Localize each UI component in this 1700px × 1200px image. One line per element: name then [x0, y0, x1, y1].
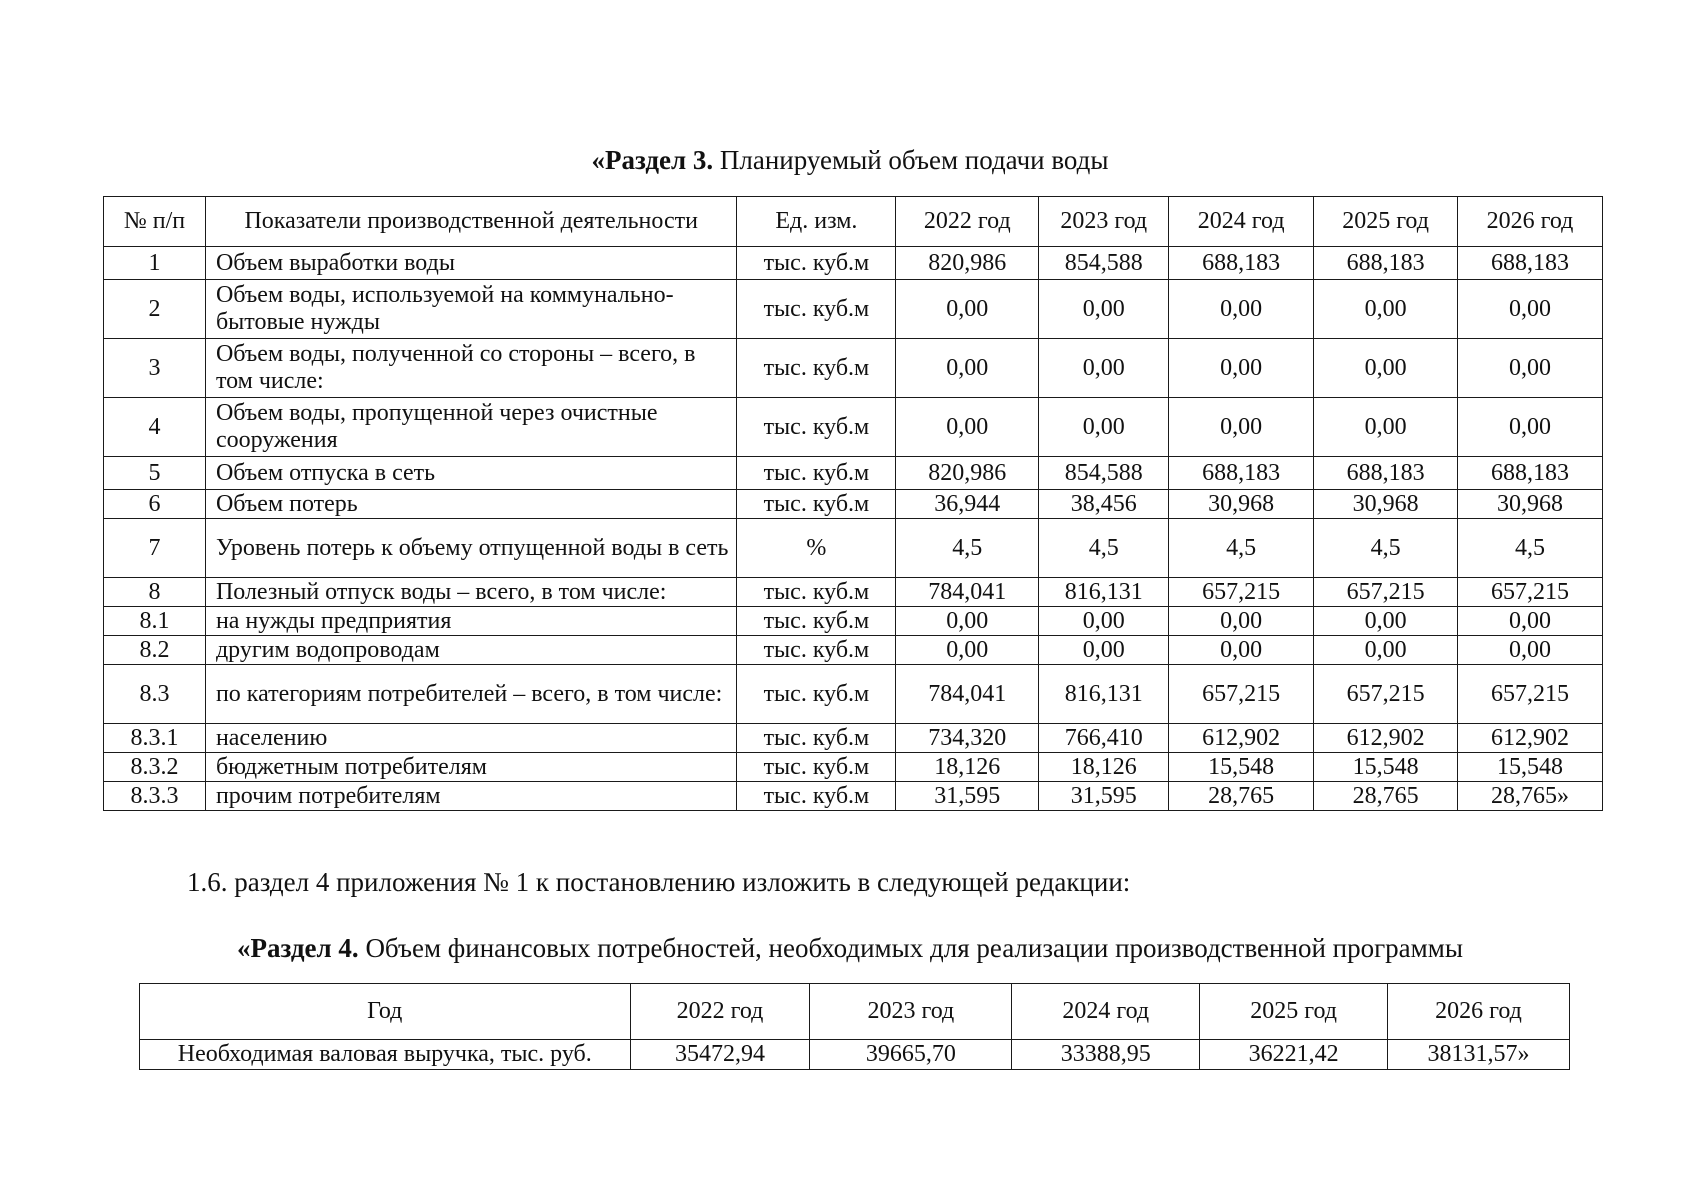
value-cell: 820,986: [896, 457, 1039, 490]
value-cell: 854,588: [1039, 457, 1169, 490]
value-cell: 766,410: [1039, 724, 1169, 753]
value-cell: 31,595: [896, 782, 1039, 811]
value-cell: 854,588: [1039, 247, 1169, 280]
section4-title: [0, 930, 1700, 966]
value-cell: 0,00: [1169, 607, 1314, 636]
header-cell: 2022 год: [630, 984, 810, 1040]
value-cell: 612,902: [1458, 724, 1603, 753]
table-row: [104, 280, 1603, 339]
value-cell: 657,215: [1458, 578, 1603, 607]
unit-cell: тыс. куб.м: [737, 398, 896, 457]
value-cell: 0,00: [1169, 398, 1314, 457]
financial-needs-table: [139, 983, 1570, 1070]
value-cell: 688,183: [1169, 247, 1314, 280]
value-cell: 36221,42: [1200, 1040, 1388, 1070]
indicator-name: на нужды предприятия: [205, 607, 737, 636]
value-cell: 688,183: [1169, 457, 1314, 490]
indicator-name: Уровень потерь к объему отпущенной воды в сеть: [205, 519, 737, 578]
value-cell: 28,765: [1169, 782, 1314, 811]
value-cell: 30,968: [1314, 490, 1458, 519]
value-cell: 657,215: [1458, 665, 1603, 724]
value-cell: 688,183: [1314, 457, 1458, 490]
table-header-row: [104, 197, 1603, 247]
table-row: [104, 339, 1603, 398]
section4-title-bold: «Раздел 4.: [237, 933, 359, 963]
value-cell: 0,00: [896, 280, 1039, 339]
value-cell: 4,5: [1458, 519, 1603, 578]
unit-cell: тыс. куб.м: [737, 280, 896, 339]
section3-title-bold: «Раздел 3.: [591, 145, 714, 175]
value-cell: 36,944: [896, 490, 1039, 519]
header-cell: 2025 год: [1200, 984, 1388, 1040]
table-row: [104, 457, 1603, 490]
value-cell: 0,00: [1458, 398, 1603, 457]
row-number: 7: [104, 519, 206, 578]
unit-cell: тыс. куб.м: [737, 782, 896, 811]
value-cell: 820,986: [896, 247, 1039, 280]
value-cell: 4,5: [1039, 519, 1169, 578]
indicator-name: Объем отпуска в сеть: [205, 457, 737, 490]
table-row: [104, 665, 1603, 724]
value-cell: 35472,94: [630, 1040, 810, 1070]
value-cell: 30,968: [1169, 490, 1314, 519]
row-number: 8.2: [104, 636, 206, 665]
value-cell: 18,126: [1039, 753, 1169, 782]
unit-cell: тыс. куб.м: [737, 490, 896, 519]
table-row: [104, 578, 1603, 607]
value-cell: 0,00: [1458, 280, 1603, 339]
value-cell: 4,5: [1169, 519, 1314, 578]
row-number: 1: [104, 247, 206, 280]
indicator-name: Объем воды, используемой на коммунально-бытовые нужды: [205, 280, 737, 339]
value-cell: 688,183: [1458, 247, 1603, 280]
header-cell: 2023 год: [810, 984, 1012, 1040]
value-cell: 33388,95: [1012, 1040, 1200, 1070]
value-cell: 612,902: [1169, 724, 1314, 753]
value-cell: 657,215: [1169, 665, 1314, 724]
row-number: 4: [104, 398, 206, 457]
unit-cell: тыс. куб.м: [737, 607, 896, 636]
value-cell: 816,131: [1039, 665, 1169, 724]
value-cell: 0,00: [1314, 280, 1458, 339]
header-cell: Год: [140, 984, 631, 1040]
value-cell: 30,968: [1458, 490, 1603, 519]
unit-cell: тыс. куб.м: [737, 665, 896, 724]
header-cell: 2026 год: [1458, 197, 1603, 247]
unit-cell: тыс. куб.м: [737, 578, 896, 607]
value-cell: 28,765: [1314, 782, 1458, 811]
row-number: 3: [104, 339, 206, 398]
row-number: 2: [104, 280, 206, 339]
indicator-name: населению: [205, 724, 737, 753]
section3-title-text: Планируемый объем подачи воды: [713, 145, 1109, 175]
header-cell: 2026 год: [1388, 984, 1570, 1040]
unit-cell: тыс. куб.м: [737, 724, 896, 753]
indicator-name: по категориям потребителей – всего, в том числе:: [205, 665, 737, 724]
value-cell: 612,902: [1314, 724, 1458, 753]
indicator-name: другим водопроводам: [205, 636, 737, 665]
value-cell: 28,765»: [1458, 782, 1603, 811]
value-cell: 0,00: [1169, 636, 1314, 665]
value-cell: 0,00: [1314, 607, 1458, 636]
header-cell: 2022 год: [896, 197, 1039, 247]
value-cell: 688,183: [1458, 457, 1603, 490]
value-cell: 688,183: [1314, 247, 1458, 280]
value-cell: 15,548: [1314, 753, 1458, 782]
table-row: [104, 724, 1603, 753]
value-cell: 0,00: [1458, 636, 1603, 665]
value-cell: 816,131: [1039, 578, 1169, 607]
row-number: 8.3.2: [104, 753, 206, 782]
value-cell: 0,00: [1039, 280, 1169, 339]
value-cell: 0,00: [1314, 636, 1458, 665]
value-cell: 0,00: [1039, 636, 1169, 665]
indicator-name: Необходимая валовая выручка, тыс. руб.: [140, 1040, 631, 1070]
row-number: 8.1: [104, 607, 206, 636]
value-cell: 15,548: [1458, 753, 1603, 782]
indicator-name: Объем потерь: [205, 490, 737, 519]
indicator-name: Полезный отпуск воды – всего, в том числе:: [205, 578, 737, 607]
row-number: 8: [104, 578, 206, 607]
indicator-name: прочим потребителям: [205, 782, 737, 811]
value-cell: 0,00: [1039, 339, 1169, 398]
header-cell: Ед. изм.: [737, 197, 896, 247]
unit-cell: тыс. куб.м: [737, 753, 896, 782]
value-cell: 0,00: [896, 398, 1039, 457]
unit-cell: тыс. куб.м: [737, 247, 896, 280]
indicator-name: Объем воды, пропущенной через очистные сооружения: [205, 398, 737, 457]
value-cell: 0,00: [1314, 398, 1458, 457]
value-cell: 0,00: [1169, 280, 1314, 339]
value-cell: 38131,57»: [1388, 1040, 1570, 1070]
unit-cell: тыс. куб.м: [737, 636, 896, 665]
row-number: 6: [104, 490, 206, 519]
value-cell: 0,00: [896, 339, 1039, 398]
header-cell: 2025 год: [1314, 197, 1458, 247]
value-cell: 39665,70: [810, 1040, 1012, 1070]
row-number: 8.3.1: [104, 724, 206, 753]
value-cell: 38,456: [1039, 490, 1169, 519]
row-number: 5: [104, 457, 206, 490]
value-cell: 0,00: [1039, 398, 1169, 457]
header-cell: Показатели производственной деятельности: [205, 197, 737, 247]
indicator-name: Объем выработки воды: [205, 247, 737, 280]
value-cell: 4,5: [896, 519, 1039, 578]
row-number: 8.3.3: [104, 782, 206, 811]
value-cell: 0,00: [896, 636, 1039, 665]
header-cell: 2024 год: [1012, 984, 1200, 1040]
value-cell: 15,548: [1169, 753, 1314, 782]
table-row: [104, 490, 1603, 519]
table-row: [104, 519, 1603, 578]
value-cell: 657,215: [1169, 578, 1314, 607]
value-cell: 0,00: [1039, 607, 1169, 636]
table-row: [104, 782, 1603, 811]
value-cell: 31,595: [1039, 782, 1169, 811]
value-cell: 18,126: [896, 753, 1039, 782]
value-cell: 734,320: [896, 724, 1039, 753]
table-row: [104, 398, 1603, 457]
indicator-name: бюджетным потребителям: [205, 753, 737, 782]
value-cell: 0,00: [896, 607, 1039, 636]
value-cell: 657,215: [1314, 578, 1458, 607]
unit-cell: тыс. куб.м: [737, 457, 896, 490]
table-row: [104, 247, 1603, 280]
table-row: [140, 1040, 1570, 1070]
value-cell: 657,215: [1314, 665, 1458, 724]
table-row: [104, 636, 1603, 665]
unit-cell: %: [737, 519, 896, 578]
value-cell: 0,00: [1314, 339, 1458, 398]
value-cell: 0,00: [1169, 339, 1314, 398]
value-cell: 784,041: [896, 578, 1039, 607]
value-cell: 0,00: [1458, 339, 1603, 398]
table-row: [104, 753, 1603, 782]
amendment-paragraph: 1.6. раздел 4 приложения № 1 к постановлению изложить в следующей редакции:: [187, 867, 1131, 897]
unit-cell: тыс. куб.м: [737, 339, 896, 398]
value-cell: 0,00: [1458, 607, 1603, 636]
section4-title-text: Объем финансовых потребностей, необходимых для реализации производственной программы: [358, 933, 1463, 963]
value-cell: 4,5: [1314, 519, 1458, 578]
header-cell: № п/п: [104, 197, 206, 247]
section3-title: [0, 142, 1700, 178]
indicator-name: Объем воды, полученной со стороны – всего, в том числе:: [205, 339, 737, 398]
row-number: 8.3: [104, 665, 206, 724]
header-cell: 2023 год: [1039, 197, 1169, 247]
table-header-row: [140, 984, 1570, 1040]
header-cell: 2024 год: [1169, 197, 1314, 247]
table-row: [104, 607, 1603, 636]
water-supply-table: [103, 196, 1603, 811]
value-cell: 784,041: [896, 665, 1039, 724]
